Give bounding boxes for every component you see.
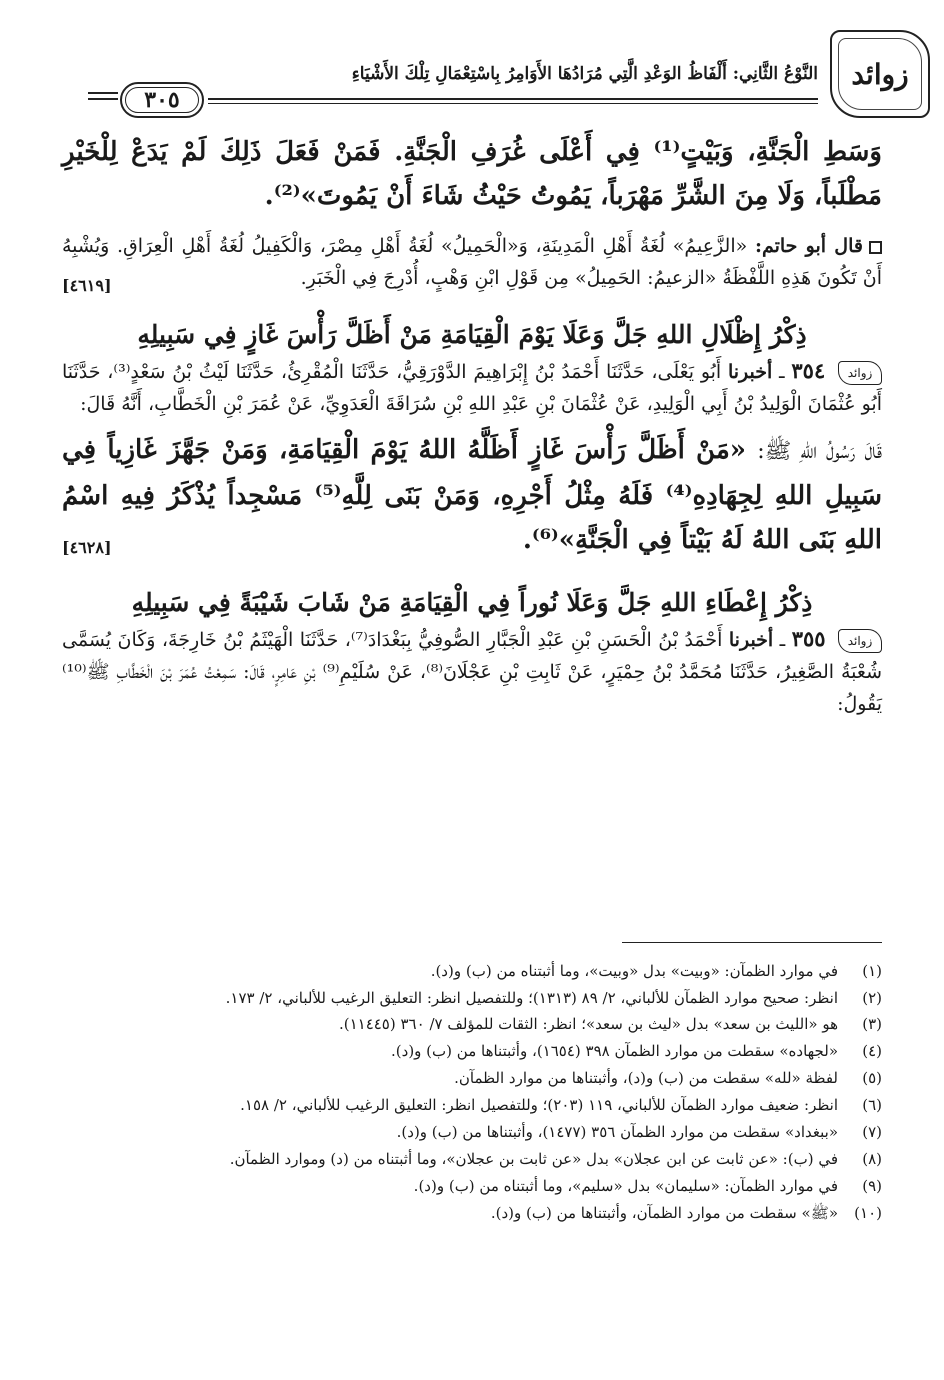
zawaid-badge-icon: زوائد [838,361,882,385]
hadith-isnad: زوائد ٣٥٥ ـ أخبرنا أَحْمَدُ بْنُ الْحَسَنِ بْنِ عَبْدِ الْجَبَّارِ الصُّوفِيُّ بِبَغْدَادَ⁽⁷⁾، حَدَّثَنَا الْهَيْثَمُ بْنُ خَارِجَةَ، وَكَانَ يُسَمَّى شُعْبَةُ الصَّغِيرُ، حَدَّثَنَا مُحَمَّدُ بْنُ حِمْيَرٍ، عَنْ ثَابِتِ بْنِ عَجْلَانَ⁽⁸⁾، عَنْ سُلَيْمِ⁽⁹⁾ بْنِ عَامِرٍ، قَالَ: سَمِعْتُ عُمَرَ بْنَ الْخَطَّابِ ﷺ⁽¹⁰⁾ يَقُولُ: [62,626,883,715]
footnote: (٧) «ببغداد» سقطت من موارد الظمآن ٣٥٦ (١٤٧٧)، وأثبتناها من (ب) و(د). [396,1123,882,1141]
running-title: النَّوْعُ الثَّانِي: أَلْفَاظُ الوَعْدِ الَّتِي مُرَادُهَا الأَوَامِرُ بِاسْتِعْمَالِ تِلْكَ الأَشْيَاءِ [351,64,818,84]
footnote: (١) في موارد الظمآن: «وبيت» بدل «وبيت»، وما أثبتناه من (ب) و(د). [430,962,882,980]
footnote: (٩) في موارد الظمآن: «سليمان» بدل «سليم»، وما أثبتناه من (ب) و(د). [413,1177,882,1195]
footnote: (٣) هو «الليث بن سعد» بدل «ليث بن سعد»؛ انظر: الثقات للمؤلف ٧/ ٣٦٠ (١١٤٤٥). [338,1015,882,1033]
matn-intro: قَالَ رَسُولُ اللهِ ﷺ: [757,439,882,464]
footnote-divider [622,942,882,943]
footnote: (١٠) «ﷺ» سقطت من موارد الظمآن، وأثبتناها من (ب) و(د). [490,1204,882,1222]
reference-number: [٤٦١٩] [62,276,112,295]
section-title: ذِكْرُ إِظْلَالِ اللهِ جَلَّ وَعَلَا يَوْمَ الْقِيَامَةِ مَنْ أَظَلَّ رَأْسَ غَازٍ فِي سَبِيلِهِ [137,320,807,349]
footnote: (٢) انظر: صحيح موارد الظمآن للألباني، ٢/ ٨٩ (١٣١٣)؛ وللتفصيل انظر: التعليق الرغيب للألباني، ٢/ ١٧٣. [225,989,882,1007]
footnote: (٦) انظر: ضعيف موارد الظمآن للألباني، ١١٩ (٢٠٣)؛ وللتفصيل انظر: التعليق الرغيب للألباني، ٢/ ١٥٨. [240,1096,882,1114]
commentary [62,230,882,294]
commentary-text: «الزَّعِيمُ» لُغَةُ أَهْلِ الْمَدِينَةِ، وَ«الْحَمِيلُ» لُغَةُ أَهْلِ مِصْرَ، وَالْكَفِيلُ لُغَةُ أَهْلِ الْعِرَاقِ. وَيُشْبِهُ أَنْ تَكُونَ هَذِهِ اللَّفْظَةُ «الزعيمُ: الحَمِيلُ» مِن قَوْلِ ابْنِ وَهْبٍ، أُدْرِجَ فِي الْخَبَرِ. [62,235,882,289]
page-header [80,30,930,120]
header-rule-left [88,92,118,100]
header-rule [208,98,818,104]
hadith-number: ٣٥٤ [791,358,826,383]
hadith-continuation: وَسَطِ الْجَنَّةِ، وَبَيْتٍ⁽¹⁾ فِي أَعْلَى غُرَفِ الْجَنَّةِ. فَمَنْ فَعَلَ ذَلِكَ لَمْ يَدَعْ لِلْخَيْرِ مَطْلَباً، وَلَا مِنَ الشَّرِّ مَهْرَباً، يَمُوتُ حَيْثُ شَاءَ أَنْ يَمُوتَ»⁽²⁾. [62,137,882,211]
square-marker-icon [869,241,882,254]
isnad-text: أَبُو يَعْلَى، حَدَّثَنَا أَحْمَدُ بْنُ إِبْرَاهِيمَ الدَّوْرَقِيُّ، حَدَّثَنَا الْمُقْرِئُ، حَدَّثَنَا لَيْثُ بْنُ سَعْدٍ⁽³⁾، حَدَّثَنَا أَبُو عُثْمَانَ الْوَلِيدُ بْنُ أَبِي الْوَلِيدِ، عَنْ عُثْمَانَ بْنِ عَبْدِ اللهِ بْنِ سُرَاقَةَ الْعَدَوِيِّ، عَنْ عُمَرَ بْنِ الْخَطَّابِ، أَنَّهُ قَالَ: [62,361,882,415]
zawaid-badge-icon: زوائد [838,629,882,653]
main-content [62,130,882,720]
logo-text: زوائد [851,57,909,91]
footnote: (٥) لفظة «لله» سقطت من (ب) و(د)، وأثبتناها من موارد الظمآن. [454,1069,882,1087]
isnad-label: أخبرنا [727,361,773,383]
hadith-isnad: زوائد ٣٥٤ ـ أخبرنا أَبُو يَعْلَى، حَدَّثَنَا أَحْمَدُ بْنُ إِبْرَاهِيمَ الدَّوْرَقِيُّ، حَدَّثَنَا الْمُقْرِئُ، حَدَّثَنَا لَيْثُ بْنُ سَعْدٍ⁽³⁾، حَدَّثَنَا أَبُو عُثْمَانَ الْوَلِيدُ بْنُ أَبِي الْوَلِيدِ، عَنْ عُثْمَانَ بْنِ عَبْدِ اللهِ بْنِ سُرَاقَةَ الْعَدَوِيِّ، عَنْ عُمَرَ بْنِ الْخَطَّابِ، أَنَّهُ قَالَ: [62,358,882,415]
reference-number: [٤٦٢٨] [62,538,112,557]
commentary-label: قال أبو حاتم: [754,235,863,257]
section-title: ذِكْرُ إِعْطَاءِ اللهِ جَلَّ وَعَلَا نُوراً فِي الْقِيَامَةِ مَنْ شَابَ شَيْبَةً فِي سَبِيلِهِ [131,588,813,617]
footnote: (٨) في (ب): «عن ثابت عن ابن عجلان» بدل «عن ثابت بن عجلان»، وما أثبتناه من (د) وموارد الظمآن. [229,1150,882,1168]
isnad-text: أَحْمَدُ بْنُ الْحَسَنِ بْنِ عَبْدِ الْجَبَّارِ الصُّوفِيُّ بِبَغْدَادَ⁽⁷⁾، حَدَّثَنَا الْهَيْثَمُ بْنُ خَارِجَةَ، وَكَانَ يُسَمَّى شُعْبَةُ الصَّغِيرُ، حَدَّثَنَا مُحَمَّدُ بْنُ حِمْيَرٍ، عَنْ ثَابِتِ بْنِ عَجْلَانَ⁽⁸⁾، عَنْ سُلَيْمِ⁽⁹⁾ بْنِ عَامِرٍ، قَالَ: سَمِعْتُ عُمَرَ بْنَ الْخَطَّابِ ﷺ⁽¹⁰⁾ يَقُولُ: [62,629,883,715]
isnad-label: أخبرنا [728,629,774,651]
hadith-matn [62,428,882,562]
corner-ornament-logo [830,30,930,118]
hadith-number: ٣٥٥ [791,626,826,651]
page-number: ٣٠٥ [120,82,204,118]
footnote: (٤) «لجهاده» سقطت من موارد الظمآن ٣٩٨ (١٦٥٤)، وأثبتناها من (ب) و(د). [391,1042,882,1060]
footnotes [62,958,882,1227]
matn-text: «مَنْ أَظَلَّ رَأْسَ غَازٍ أَظَلَّهُ اللهُ يَوْمَ الْقِيَامَةِ، وَمَنْ جَهَّزَ غَازِياً فِي سَبِيلِ اللهِ لِجِهَادِهِ⁽⁴⁾ فَلَهُ مِثْلُ أَجْرِهِ، وَمَنْ بَنَى لِلَّهِ⁽⁵⁾ مَسْجِداً يُذْكَرُ فِيهِ اسْمُ اللهِ بَنَى اللهُ لَهُ بَيْتاً فِي الْجَنَّةِ»⁽⁶⁾. [62,435,882,555]
